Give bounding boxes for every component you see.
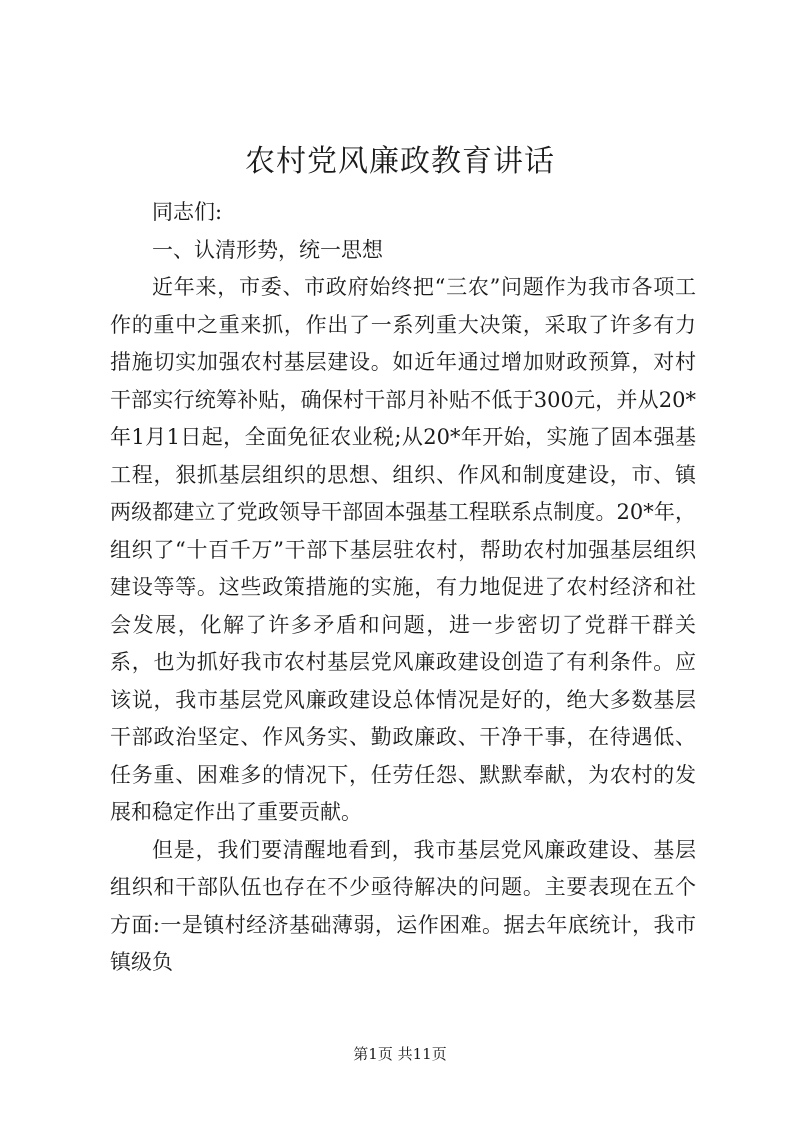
paragraph: 但是，我们要清醒地看到，我市基层党风廉政建设、基层组织和干部队伍也存在不少亟待解决的问题。主要表现在五个方面:一是镇村经济基础薄弱，运作困难。据去年底统计，我市镇级负: [110, 837, 696, 974]
document-body: [110, 194, 696, 982]
salutation: 同志们:: [152, 200, 223, 224]
section-heading: 一、认清形势，统一思想: [152, 237, 383, 262]
paragraph: 近年来，市委、市政府始终把“三农”问题作为我市各项工作的重中之重来抓，作出了一系列重大决策，采取了许多有力措施切实加强农村基层建设。如近年通过增加财政预算，对村干部实行统筹补贴，确保村干部月补贴不低于300元，并从20*年1月1日起，全面免征农业税;从20*年开始，实施了固本强基工程，狠抓基层组织的思想、组织、作风和制度建设，市、镇两级都建立了党政领导干部固本强基工程联系点制度。20*年，组织了“十百千万”干部下基层驻农村，帮助农村加强基层组织建设等等。这些政策措施的实施，有力地促进了农村经济和社会发展，化解了许多矛盾和问题，进一步密切了党群干群关系，也为抓好我市农村基层党风廉政建设创造了有利条件。应该说，我市基层党风廉政建设总体情况是好的，绝大多数基层干部政治坚定、作风务实、勤政廉政、干净干事，在待遇低、任务重、困难多的情况下，任劳任怨、默默奉献，为农村的发展和稳定作出了重要贡献。: [110, 275, 696, 824]
document-title: 农村党风廉政教育讲话: [245, 144, 555, 179]
page-number-footer: 第1页 共11页: [353, 1045, 447, 1063]
